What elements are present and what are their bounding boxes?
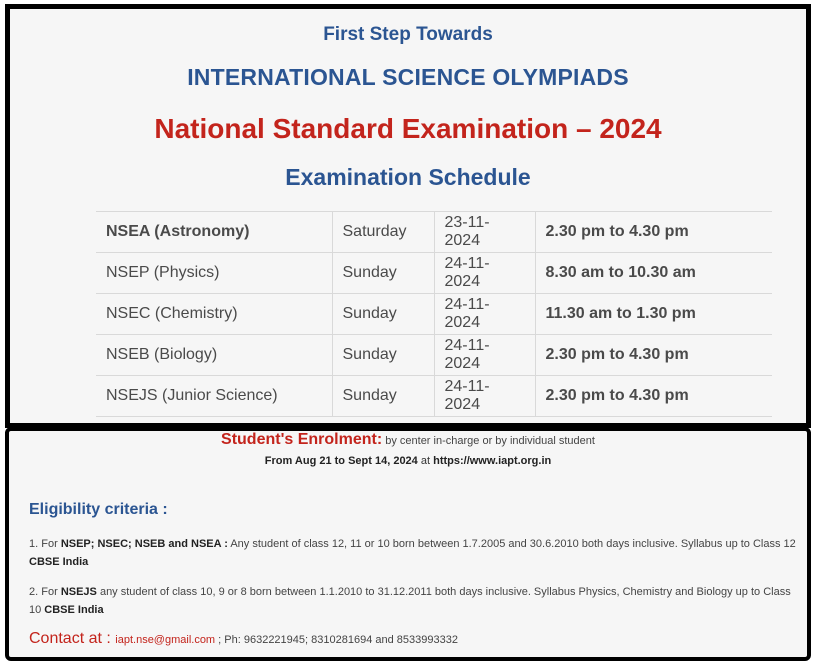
enrolment-dates-line (9, 455, 807, 467)
date-cell: 24-11-2024 (434, 294, 535, 335)
criterion-for: For (38, 586, 61, 598)
enrolment-panel (5, 427, 811, 661)
day-cell: Sunday (332, 335, 434, 376)
enrolment-title: Student's Enrolment: (221, 431, 383, 448)
criterion-for: For (38, 538, 61, 550)
date-cell: 24-11-2024 (434, 376, 535, 417)
time-cell: 11.30 am to 1.30 pm (535, 294, 772, 335)
date-cell: 24-11-2024 (434, 335, 535, 376)
criterion-text: any student of class 10, 9 or 8 born between 1.1.2010 to 31.12.2011 both days inclusive. Syllabus Physics, Chemistry and Biology up to Class 10 (29, 586, 791, 616)
time-cell: 8.30 am to 10.30 am (535, 253, 772, 294)
table-row (96, 376, 772, 417)
criterion-text: Any student of class 12, 11 or 10 born between 1.7.2005 and 30.6.2010 both days inclusive. Syllabus up to Class 12 (227, 538, 796, 550)
enrolment-line (9, 431, 807, 449)
criterion-number: 1. (29, 538, 39, 550)
criterion-exams: NSEP; NSEC; NSEB and NSEA : (60, 538, 228, 550)
enrolment-at: at (417, 455, 434, 467)
eligibility-criterion-1 (29, 535, 804, 571)
subject-cell: NSEJS (Junior Science) (96, 376, 332, 417)
enrolment-url-link[interactable]: https://www.iapt.org.in (433, 455, 552, 467)
date-cell: 23-11-2024 (434, 212, 535, 253)
olympiads-heading: INTERNATIONAL SCIENCE OLYMPIADS (187, 64, 629, 90)
subject-cell: NSEA (Astronomy) (96, 212, 332, 253)
eligibility-criterion-2 (29, 583, 804, 619)
first-step-heading: First Step Towards (323, 24, 493, 45)
subject-cell: NSEB (Biology) (96, 335, 332, 376)
time-cell: 2.30 pm to 4.30 pm (535, 335, 772, 376)
contact-line (29, 630, 458, 648)
table-row (96, 253, 772, 294)
criterion-board: CBSE India (44, 604, 104, 616)
criterion-board: CBSE India (29, 556, 89, 568)
day-cell: Sunday (332, 376, 434, 417)
day-cell: Sunday (332, 253, 434, 294)
time-cell: 2.30 pm to 4.30 pm (535, 376, 772, 417)
contact-email-link[interactable]: iapt.nse@gmail.com (115, 634, 216, 646)
table-row (96, 335, 772, 376)
schedule-table (96, 211, 772, 417)
criterion-number: 2. (29, 586, 39, 598)
day-cell: Saturday (332, 212, 434, 253)
enrolment-dates: From Aug 21 to Sept 14, 2024 (264, 455, 418, 467)
date-cell: 24-11-2024 (434, 253, 535, 294)
criterion-exams: NSEJS (60, 586, 97, 598)
table-row (96, 212, 772, 253)
exam-title: National Standard Examination – 2024 (154, 113, 662, 144)
table-row (96, 294, 772, 335)
eligibility-heading: Eligibility criteria : (29, 501, 168, 518)
subject-cell: NSEC (Chemistry) (96, 294, 332, 335)
contact-label: Contact at : (29, 630, 111, 647)
day-cell: Sunday (332, 294, 434, 335)
schedule-title: Examination Schedule (285, 164, 531, 190)
contact-phones: ; Ph: 9632221945; 8310281694 and 8533993332 (215, 634, 458, 646)
time-cell: 2.30 pm to 4.30 pm (535, 212, 772, 253)
enrolment-note: by center in-charge or by individual student (382, 435, 595, 447)
exam-schedule-panel (5, 4, 811, 428)
subject-cell: NSEP (Physics) (96, 253, 332, 294)
